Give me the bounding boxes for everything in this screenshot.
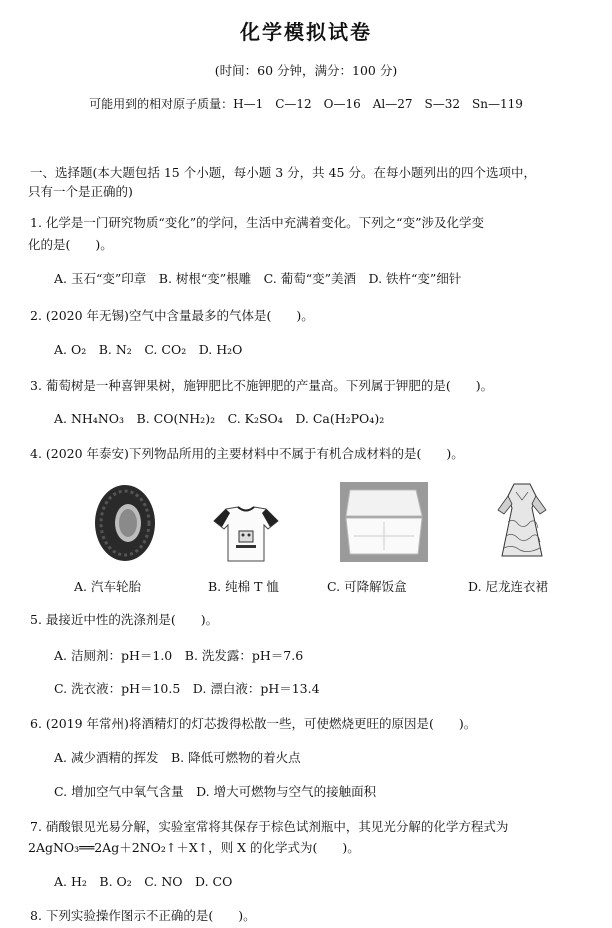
q4-caption-a: A. 汽车轮胎 [74,579,141,594]
q1-stem-line1: 1. 化学是一门研究物质“变化”的学问，生活中充满着变化。下列之“变”涉及化学变 [30,215,484,230]
cotton-tshirt-image [212,505,280,563]
section-heading-line1: 一、选择题(本大题包括 15 个小题，每小题 3 分，共 45 分。在每小题列出的四个选项中， [30,165,536,180]
section-heading-line2: 只有一个是正确的) [28,184,133,199]
exam-time-info: (时间：60 分钟，满分：100 分) [214,63,398,78]
q3-options: A. NH₄NO₃ B. CO(NH₂)₂ C. K₂SO₄ D. Ca(H₂PO₄)₂ [54,411,385,426]
q7-stem-line2: 2AgNO₃══2Ag＋2NO₂↑＋X↑，则 X 的化学式为( )。 [28,840,360,855]
lunch-box-image [340,482,428,562]
q6-options-line1: A. 减少酒精的挥发 B. 降低可燃物的着火点 [54,750,301,765]
q1-options: A. 玉石“变”印章 B. 树根“变”根雕 C. 葡萄“变”美酒 D. 铁杵“变”细针 [54,271,462,286]
q4-caption-b: B. 纯棉 T 恤 [208,579,279,594]
q6-options-line2: C. 增加空气中氧气含量 D. 增大可燃物与空气的接触面积 [54,784,377,799]
q2-stem: 2. (2020 年无锡)空气中含量最多的气体是( )。 [30,308,314,323]
q1-stem-line2: 化的是( )。 [28,237,113,252]
q3-stem: 3. 葡萄树是一种喜钾果树，施钾肥比不施钾肥的产量高。下列属于钾肥的是( )。 [30,378,494,393]
q5-options-line1: A. 洁厕剂：pH＝1.0 B. 洗发露：pH＝7.6 [54,648,304,663]
nylon-dress-image [496,482,548,562]
q7-options: A. H₂ B. O₂ C. NO D. CO [54,874,233,889]
q5-stem: 5. 最接近中性的洗涤剂是( )。 [30,612,219,627]
q6-stem: 6. (2019 年常州)将酒精灯的灯芯拨得松散一些，可使燃烧更旺的原因是( )。 [30,716,477,731]
q4-caption-d: D. 尼龙连衣裙 [468,579,549,594]
q5-options-line2: C. 洗衣液：pH＝10.5 D. 漂白液：pH＝13.4 [54,681,320,696]
page-title: 化学模拟试卷 [240,20,372,44]
q2-options: A. O₂ B. N₂ C. CO₂ D. H₂O [54,342,243,357]
q8-stem: 8. 下列实验操作图示不正确的是( )。 [30,908,256,923]
atomic-masses: 可能用到的相对原子质量：H—1 C—12 O—16 Al—27 S—32 Sn—119 [89,97,523,111]
q7-stem-line1: 7. 硝酸银见光易分解，实验室常将其保存于棕色试剂瓶中，其见光分解的化学方程式为 [30,819,509,834]
q4-caption-c: C. 可降解饭盒 [327,579,407,594]
car-tire-image [90,482,160,564]
q4-stem: 4. (2020 年泰安)下列物品所用的主要材料中不属于有机合成材料的是( )。 [30,446,464,461]
